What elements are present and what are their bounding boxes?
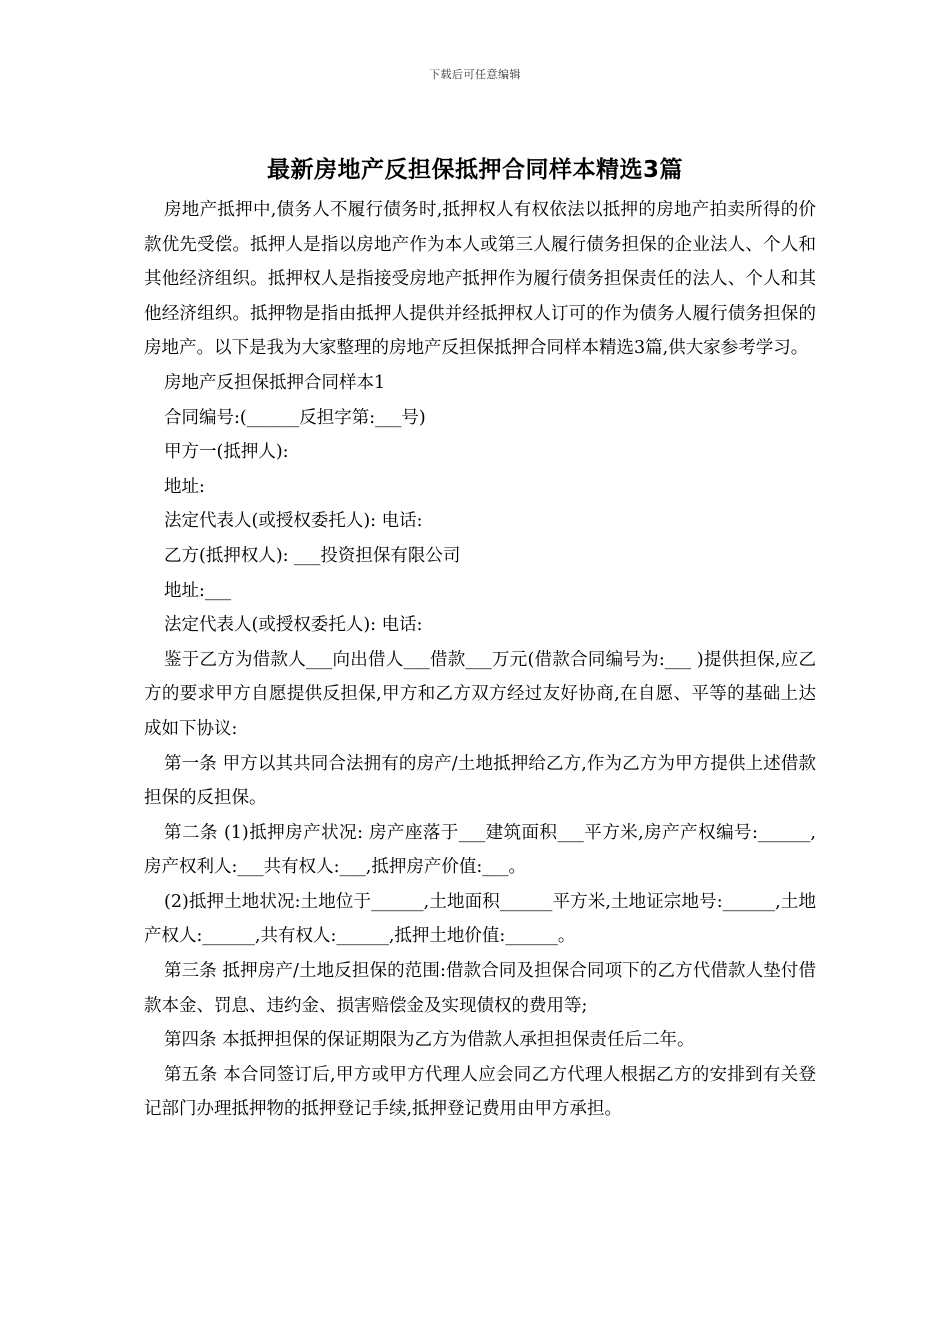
document-title: 最新房地产反担保抵押合同样本精选3篇 — [266, 157, 683, 183]
preamble-paragraph: 鉴于乙方为借款人___向出借人___借款___万元(借款合同编号为:___ )提供担保,应乙方的要求甲方自愿提供反担保,甲方和乙方双方经过友好协商,在自愿、平等的基础上达成如下协议: — [144, 649, 816, 739]
party-a-label: 甲方一(抵押人): — [164, 442, 289, 463]
document-body — [144, 193, 816, 1127]
sample-heading: 房地产反担保抵押合同样本1 — [164, 372, 386, 393]
header-note: 下载后可任意编辑 — [429, 68, 521, 81]
contract-number: 合同编号:(______反担字第:___号) — [164, 407, 426, 428]
article-3: 第三条 抵押房产/土地反担保的范围:借款合同及担保合同项下的乙方代借款人垫付借款本金、罚息、违约金、损害赔偿金及实现债权的费用等; — [144, 961, 816, 1016]
article-2-land: (2)抵押土地状况:土地位于______,土地面积______平方米,土地证宗地号:______,土地产权人:______,共有权人:______,抵押土地价值:______。 — [144, 891, 816, 947]
party-a-address: 地址: — [164, 476, 205, 497]
article-2-property: 第二条 (1)抵押房产状况: 房产座落于___建筑面积___平方米,房产产权编号:______,房产权利人:___共有权人:___,抵押房产价值:___。 — [144, 822, 816, 878]
article-4: 第四条 本抵押担保的保证期限为乙方为借款人承担担保责任后二年。 — [164, 1030, 695, 1051]
party-b-representative: 法定代表人(或授权委托人): 电话: — [164, 615, 423, 636]
party-a-representative: 法定代表人(或授权委托人): 电话: — [164, 511, 423, 532]
party-b-address: 地址:___ — [164, 580, 232, 601]
party-b-label: 乙方(抵押权人): ___投资担保有限公司 — [164, 545, 461, 566]
article-1: 第一条 甲方以其共同合法拥有的房产/土地抵押给乙方,作为乙方为甲方提供上述借款担保的反担保。 — [144, 753, 816, 809]
intro-paragraph: 房地产抵押中,债务人不履行债务时,抵押权人有权依法以抵押的房地产拍卖所得的价款优先受偿。抵押人是指以房地产作为本人或第三人履行债务担保的企业法人、个人和其他经济组织。抵押权人是指接受房地产抵押作为履行债务担保责任的法人、个人和其他经济组织。抵押物是指由抵押人提供并经抵押权人订可的作为债务人履行债务担保的房地产。以下是我为大家整理的房地产反担保抵押合同样本精选3篇,供大家参考学习。 — [144, 200, 816, 359]
article-5: 第五条 本合同签订后,甲方或甲方代理人应会同乙方代理人根据乙方的安排到有关登记部门办理抵押物的抵押登记手续,抵押登记费用由甲方承担。 — [144, 1064, 816, 1120]
